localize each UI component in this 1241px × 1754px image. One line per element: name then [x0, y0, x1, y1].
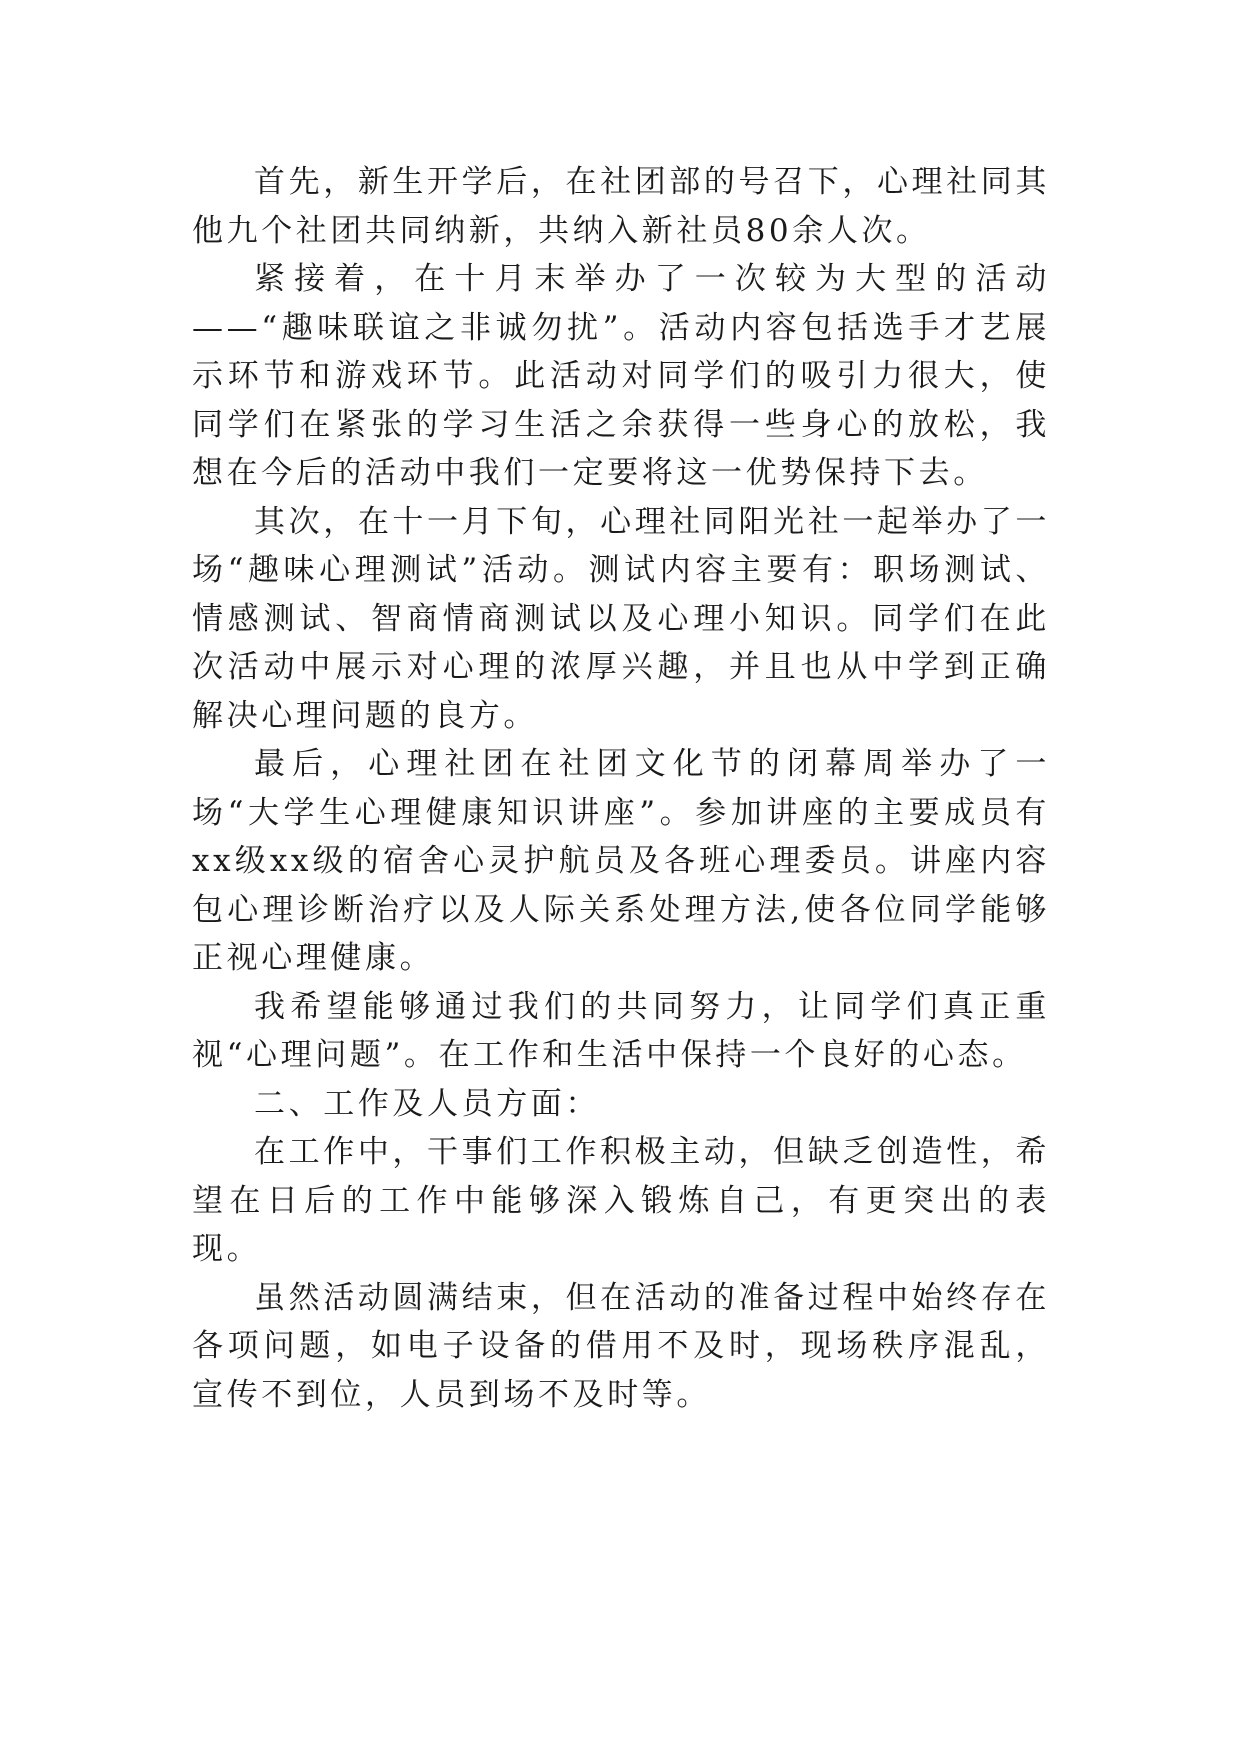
- paragraph-recruitment: 首先，新生开学后，在社团部的号召下，心理社同其他九个社团共同纳新，共纳入新社员80余人次。: [192, 164, 1050, 249]
- paragraph-work: 在工作中，干事们工作积极主动，但缺乏创造性，希望在日后的工作中能够深入锻炼自己，有更突出的表现。: [192, 1134, 1050, 1267]
- paragraph-social-event: 紧接着，在十月末举办了一次较为大型的活动——“趣味联谊之非诚勿扰”。活动内容包括选手才艺展示环节和游戏环节。此活动对同学们的吸引力很大，使同学们在紧张的学习生活之余获得一些身心的放松，我想在今后的活动中我们一定要将这一优势保持下去。: [192, 261, 1050, 491]
- paragraph-lecture: 最后，心理社团在社团文化节的闭幕周举办了一场“大学生心理健康知识讲座”。参加讲座的主要成员有xx级xx级的宿舍心灵护航员及各班心理委员。讲座内容包心理诊断治疗以及人际关系处理方法,使各位同学能够正视心理健康。: [192, 746, 1050, 976]
- section-heading-work-staff: 二、工作及人员方面：: [254, 1085, 600, 1122]
- paragraph-psych-test: 其次，在十一月下旬，心理社同阳光社一起举办了一场“趣味心理测试”活动。测试内容主要有：职场测试、情感测试、智商情商测试以及心理小知识。同学们在此次活动中展示对心理的浓厚兴趣，并且也从中学到正确解决心理问题的良方。: [192, 503, 1050, 734]
- paragraph-hope: 我希望能够通过我们的共同努力，让同学们真正重视“心理问题”。在工作和生活中保持一个良好的心态。: [192, 988, 1050, 1073]
- paragraph-problems: 虽然活动圆满结束，但在活动的准备过程中始终存在各项问题，如电子设备的借用不及时，现场秩序混乱，宣传不到位，人员到场不及时等。: [192, 1279, 1050, 1413]
- document-body: [192, 158, 1050, 1419]
